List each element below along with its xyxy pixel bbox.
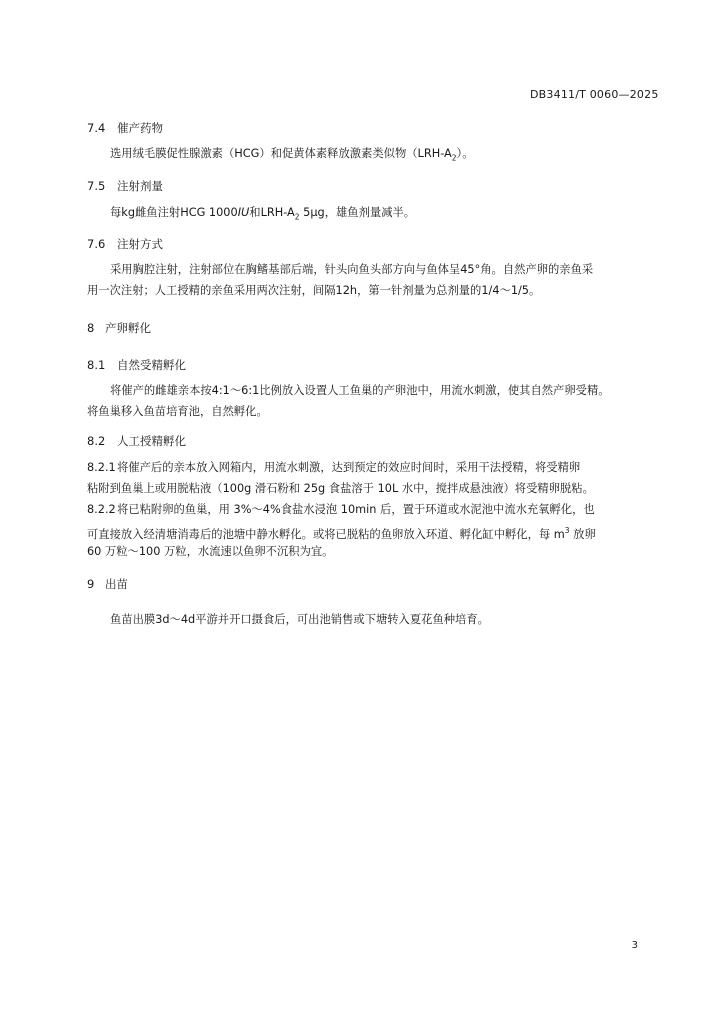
section-number: 8.1 bbox=[87, 358, 106, 372]
paragraph-7-5 bbox=[110, 202, 415, 228]
text: 将已粘附卵的鱼巢，用 3%～4%食盐水浸泡 10min 后，置于环道或水泥池中流水充氧孵化，也 bbox=[117, 503, 595, 516]
section-heading-8-1 bbox=[87, 357, 186, 373]
text: 将催产后的亲本放入网箱内，用流水刺激，达到预定的效应时间时，采用干法授精，将受精卵 bbox=[117, 461, 581, 474]
section-number: 8 bbox=[87, 321, 95, 335]
page-number: 3 bbox=[631, 940, 638, 951]
section-number: 9 bbox=[87, 577, 95, 591]
section-heading-7-6 bbox=[87, 236, 163, 252]
paragraph-8-1-line2: 将鱼巢移入鱼苗培育池，自然孵化。 bbox=[87, 405, 268, 418]
paragraph-8-2-2-line1 bbox=[87, 499, 595, 521]
paragraph-8-2-2-line3: 60 万粒～100 万粒，水流速以鱼卵不沉积为宜。 bbox=[87, 545, 334, 558]
section-title: 出苗 bbox=[105, 577, 128, 591]
text: 放卵 bbox=[569, 527, 596, 541]
paragraph-7-4 bbox=[110, 143, 474, 169]
text: ）。 bbox=[456, 147, 474, 160]
section-number: 7.5 bbox=[87, 179, 106, 193]
text: 和LRH-A bbox=[249, 206, 295, 219]
section-heading-7-4 bbox=[87, 120, 163, 136]
section-number: 8.2 bbox=[87, 434, 106, 448]
section-title: 自然受精孵化 bbox=[117, 358, 186, 372]
section-title: 注射剂量 bbox=[117, 179, 163, 193]
text: 每kg雌鱼注射HCG 1000 bbox=[110, 206, 238, 219]
text: 5μg，雄鱼剂量减半。 bbox=[299, 206, 416, 219]
document-code-header: DB3411/T 0060—2025 bbox=[530, 88, 659, 101]
unit-iu: IU bbox=[237, 206, 250, 219]
text: 可直接放入经清塘消毒后的池塘中静水孵化。或将已脱粘的鱼卵放入环道、孵化缸中孵化，每 m bbox=[87, 527, 565, 541]
paragraph-8-2-1-line2: 粘附到鱼巢上或用脱粘液（100g 滑石粉和 25g 食盐溶于 10L 水中，搅拌成悬浊液）将受精卵脱粘。 bbox=[87, 482, 594, 495]
section-heading-8-2 bbox=[87, 433, 186, 449]
superscript: 3 bbox=[564, 526, 570, 535]
section-heading-9 bbox=[87, 576, 128, 592]
subscript: 2 bbox=[294, 212, 300, 222]
text: 选用绒毛膜促性腺激素（HCG）和促黄体素释放激素类似物（LRH-A bbox=[110, 147, 452, 160]
paragraph-8-2-1-line1 bbox=[87, 457, 580, 479]
paragraph-7-6-line1: 采用胸腔注射，注射部位在胸鳍基部后端，针头向鱼头部方向与鱼体呈45°角。自然产卵的亲鱼采 bbox=[110, 263, 594, 276]
clause-number: 8.2.2 bbox=[87, 503, 116, 516]
section-title: 注射方式 bbox=[117, 237, 163, 251]
paragraph-7-6-line2: 用一次注射；人工授精的亲鱼采用两次注射，间隔12h，第一针剂量为总剂量的1/4～1/5。 bbox=[87, 284, 541, 297]
section-number: 7.6 bbox=[87, 237, 106, 251]
section-title: 催产药物 bbox=[117, 121, 163, 135]
section-heading-8 bbox=[87, 320, 151, 336]
subscript: 2 bbox=[451, 153, 457, 163]
paragraph-8-1-line1: 将催产的雌雄亲本按4:1～6:1比例放入设置人工鱼巢的产卵池中，用流水刺激，使其自然产卵受精。 bbox=[110, 384, 610, 397]
section-title: 产卵孵化 bbox=[105, 321, 151, 335]
paragraph-9-line1: 鱼苗出膜3d～4d平游并开口摄食后，可出池销售或下塘转入夏花鱼种培育。 bbox=[110, 613, 489, 626]
section-title: 人工授精孵化 bbox=[117, 434, 186, 448]
section-heading-7-5 bbox=[87, 178, 163, 194]
section-number: 7.4 bbox=[87, 121, 106, 135]
clause-number: 8.2.1 bbox=[87, 461, 116, 474]
